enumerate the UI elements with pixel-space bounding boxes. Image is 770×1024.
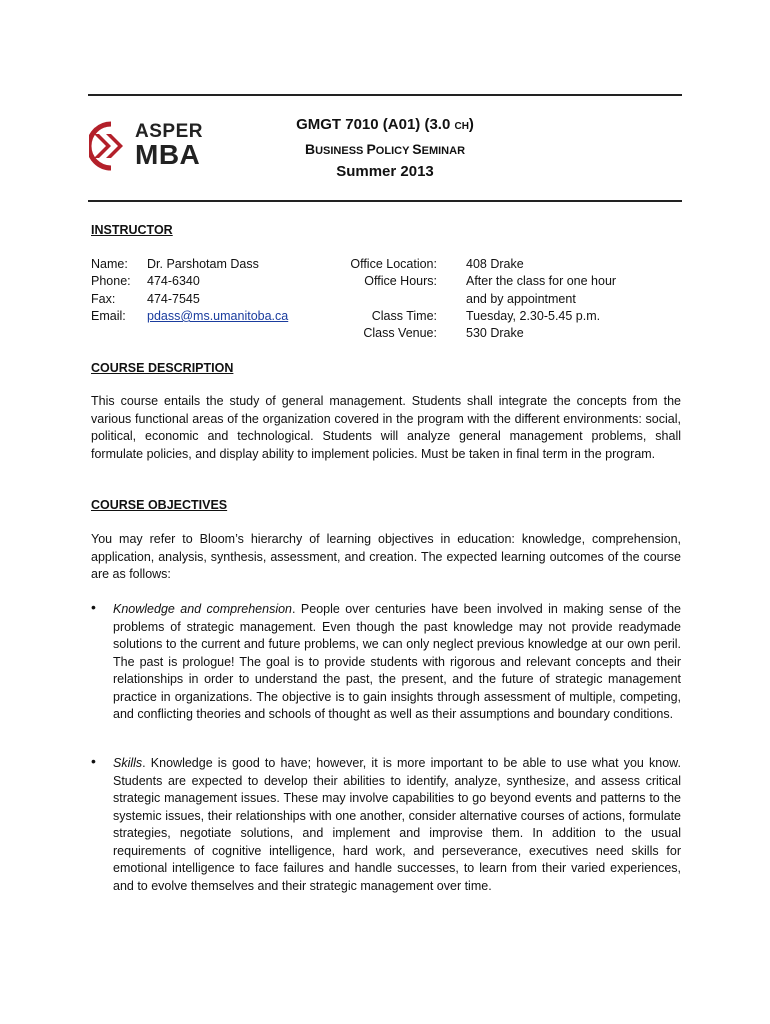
objective-lead: Skills bbox=[113, 756, 143, 770]
office-hours-label: Office Hours: bbox=[364, 274, 437, 289]
class-venue-label: Class Venue: bbox=[363, 326, 437, 341]
instructor-name: Dr. Parshotam Dass bbox=[147, 257, 259, 271]
logo-mba-text: MBA bbox=[135, 139, 201, 170]
course-description-heading: COURSE DESCRIPTION bbox=[91, 361, 234, 375]
course-objectives-intro: You may refer to Bloom’s hierarchy of learning objectives in education: knowledge, comprehension, application, analysis, synthesis, assessment, and creation. The expected learning outcomes of the course are as follows: bbox=[91, 532, 681, 581]
fax-label: Fax: bbox=[91, 291, 116, 306]
chevron-logo-icon bbox=[89, 120, 133, 172]
class-time: Tuesday, 2.30-5.45 p.m. bbox=[466, 308, 601, 323]
objective-lead: Knowledge and comprehension bbox=[113, 602, 293, 616]
class-time-label: Class Time: bbox=[371, 308, 437, 323]
instructor-fax: 474-7545 bbox=[147, 291, 200, 306]
header-bottom-rule bbox=[88, 200, 682, 202]
class-venue: 530 Drake bbox=[466, 326, 524, 341]
objective-knowledge bbox=[113, 601, 681, 724]
asper-mba-logo bbox=[89, 120, 201, 172]
email-label: Email: bbox=[91, 308, 126, 323]
instructor-heading: INSTRUCTOR bbox=[91, 223, 173, 237]
bullet-icon: • bbox=[91, 753, 96, 769]
office-values bbox=[466, 256, 616, 342]
course-description-text: This course entails the study of general management. Students shall integrate the concepts from the various functional areas of the organization covered in the program with the different environments: social, political, economic and technological. Students will analyze general management problems, shall formulate policies, and display ability to implement policies. Must be taken in final term in the program. bbox=[91, 394, 681, 461]
objective-text: . Knowledge is good to have; however, it is more important to be able to use what you know. Students are expected to develop their abilities to identify, analyze, synthesize, and assess critical strategic management issues. These may involve capabilities to go beyond events and patterns to the systemic issues, their relationships with one another, consider alternative courses of actions, formulate strategies, negotiate solutions, and implement and improvise them. In addition to the usual requirements of cognitive intelligence, hard work, and perseverance, executives need skills for emotional intelligence to face failures and handle successes, to learn from their varied experiences, and to evolve themselves and their strategic management over time. bbox=[113, 756, 681, 893]
name-label: Name: bbox=[91, 257, 128, 271]
office-labels bbox=[300, 256, 437, 342]
office-location: 408 Drake bbox=[466, 257, 524, 271]
instructor-labels bbox=[91, 256, 131, 325]
course-objectives-heading: COURSE OBJECTIVES bbox=[91, 498, 228, 512]
objective-text: . People over centuries have been involved in making sense of the problems of strategic management. Even though the past knowledge may not provide readymade solutions to the current and future problems, we can only neglect previous knowledge at our own peril. The past is prologue! The goal is to provide students with rigorous and relevant concepts and their relationships in order to understand the past, the present, and the future of strategic management practice in organizations. The objective is to gain insights through assessment of multiple, competing, and conflicting theories and schools of thought as well as their assumptions and boundary conditions. bbox=[113, 602, 681, 721]
course-term: Summer 2013 bbox=[336, 163, 434, 180]
instructor-values bbox=[147, 256, 288, 325]
office-hours-line2: and by appointment bbox=[466, 291, 576, 306]
course-code: GMGT 7010 (A01) (3.0 CH) bbox=[296, 116, 474, 133]
instructor-phone: 474-6340 bbox=[147, 274, 200, 289]
objective-skills bbox=[113, 755, 681, 895]
bullet-icon: • bbox=[91, 599, 96, 615]
instructor-email-link[interactable]: pdass@ms.umanitoba.ca bbox=[147, 308, 289, 323]
logo-asper-text: ASPER bbox=[135, 121, 203, 142]
office-hours-line1: After the class for one hour bbox=[466, 274, 617, 289]
phone-label: Phone: bbox=[91, 274, 131, 289]
office-location-label: Office Location: bbox=[350, 257, 437, 271]
course-title: BUSINESS POLICY SEMINAR bbox=[304, 141, 466, 157]
header-top-rule bbox=[88, 94, 682, 96]
